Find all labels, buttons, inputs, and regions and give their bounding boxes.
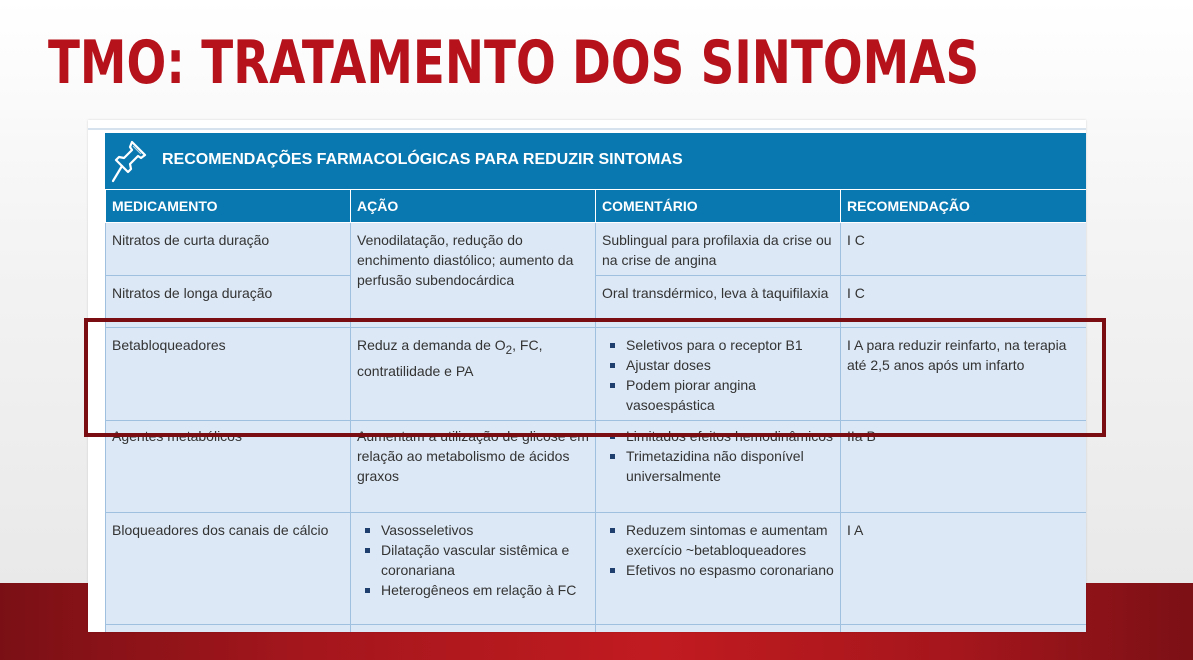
list-item: Limitados efeitos hemodinâmicos — [626, 428, 833, 444]
list-item: Heterogêneos em relação à FC — [381, 580, 589, 600]
acao-subscript: 2 — [505, 343, 513, 357]
list-item: Dilatação vascular sistêmica e coronariana — [381, 540, 589, 580]
column-header-recomendacao: RECOMENDAÇÃO — [841, 190, 1087, 223]
cell-empty — [351, 625, 596, 633]
table-row — [106, 421, 1087, 513]
column-header-medicamento: MEDICAMENTO — [106, 190, 351, 223]
cell-recomendacao: I A — [841, 513, 1087, 625]
cell-comentario — [596, 421, 841, 513]
cell-medicamento: Nitratos de curta duração — [106, 223, 351, 276]
acao-text-suffix: , FC, contratilidade e PA — [357, 337, 543, 379]
cell-medicamento: Betabloqueadores — [106, 328, 351, 421]
cell-recomendacao: I A para reduzir reinfarto, na terapia até 2,5 anos após um infarto — [841, 328, 1087, 421]
comentario-list — [602, 520, 834, 580]
column-header-comentario: COMENTÁRIO — [596, 190, 841, 223]
table-title-bar — [105, 133, 1086, 189]
list-item: Efetivos no espasmo coronariano — [626, 562, 834, 578]
column-header-acao: AÇÃO — [351, 190, 596, 223]
cell-empty — [596, 625, 841, 633]
table-title: RECOMENDAÇÕES FARMACOLÓGICAS PARA REDUZIR SINTOMAS — [162, 151, 683, 168]
recommendations-table-panel — [88, 120, 1086, 632]
cell-comentario: Sublingual para profilaxia da crise ou na crise de angina — [596, 223, 841, 276]
cell-recomendacao: I C — [841, 223, 1087, 276]
list-item: Ajustar doses — [626, 355, 834, 375]
comentario-list — [602, 335, 834, 415]
cell-acao — [351, 328, 596, 421]
cell-acao — [351, 513, 596, 625]
acao-list — [357, 520, 589, 600]
cell-medicamento: Nitratos de longa duração — [106, 276, 351, 328]
cell-recomendacao: I C — [841, 276, 1087, 328]
list-item: Vasosseletivos — [381, 520, 589, 540]
cell-medicamento: Bloqueadores dos canais de cálcio — [106, 513, 351, 625]
slide-title: TMO: TRATAMENTO DOS SINTOMAS — [48, 28, 980, 98]
table-header-row — [106, 190, 1087, 223]
pushpin-icon — [110, 137, 150, 187]
recommendations-table — [105, 189, 1086, 632]
cell-empty — [106, 625, 351, 633]
list-item: Trimetazidina não disponível universalmente — [626, 446, 834, 486]
panel-top-divider — [88, 128, 1086, 130]
comentario-list — [602, 426, 834, 486]
table-row — [106, 223, 1087, 276]
table-row-empty — [106, 625, 1087, 633]
cell-comentario: Oral transdérmico, leva à taquifilaxia — [596, 276, 841, 328]
cell-comentario — [596, 328, 841, 421]
table-row — [106, 513, 1087, 625]
list-item: Podem piorar angina vasoespástica — [626, 375, 834, 415]
acao-text: Reduz a demanda de O — [357, 337, 506, 353]
cell-recomendacao: IIa B — [841, 421, 1087, 513]
cell-comentario — [596, 513, 841, 625]
cell-medicamento: Agentes metabólicos — [106, 421, 351, 513]
list-item: Reduzem sintomas e aumentam exercício ~betabloqueadores — [626, 520, 834, 560]
list-item: Seletivos para o receptor B1 — [626, 335, 834, 355]
cell-empty — [841, 625, 1087, 633]
table-row — [106, 276, 1087, 328]
cell-acao-nitratos: Venodilatação, redução do enchimento diastólico; aumento da perfusão subendocárdica — [351, 223, 596, 328]
cell-acao: Aumentam a utilização de glicose em relação ao metabolismo de ácidos graxos — [351, 421, 596, 513]
table-row-betabloqueadores — [106, 328, 1087, 421]
